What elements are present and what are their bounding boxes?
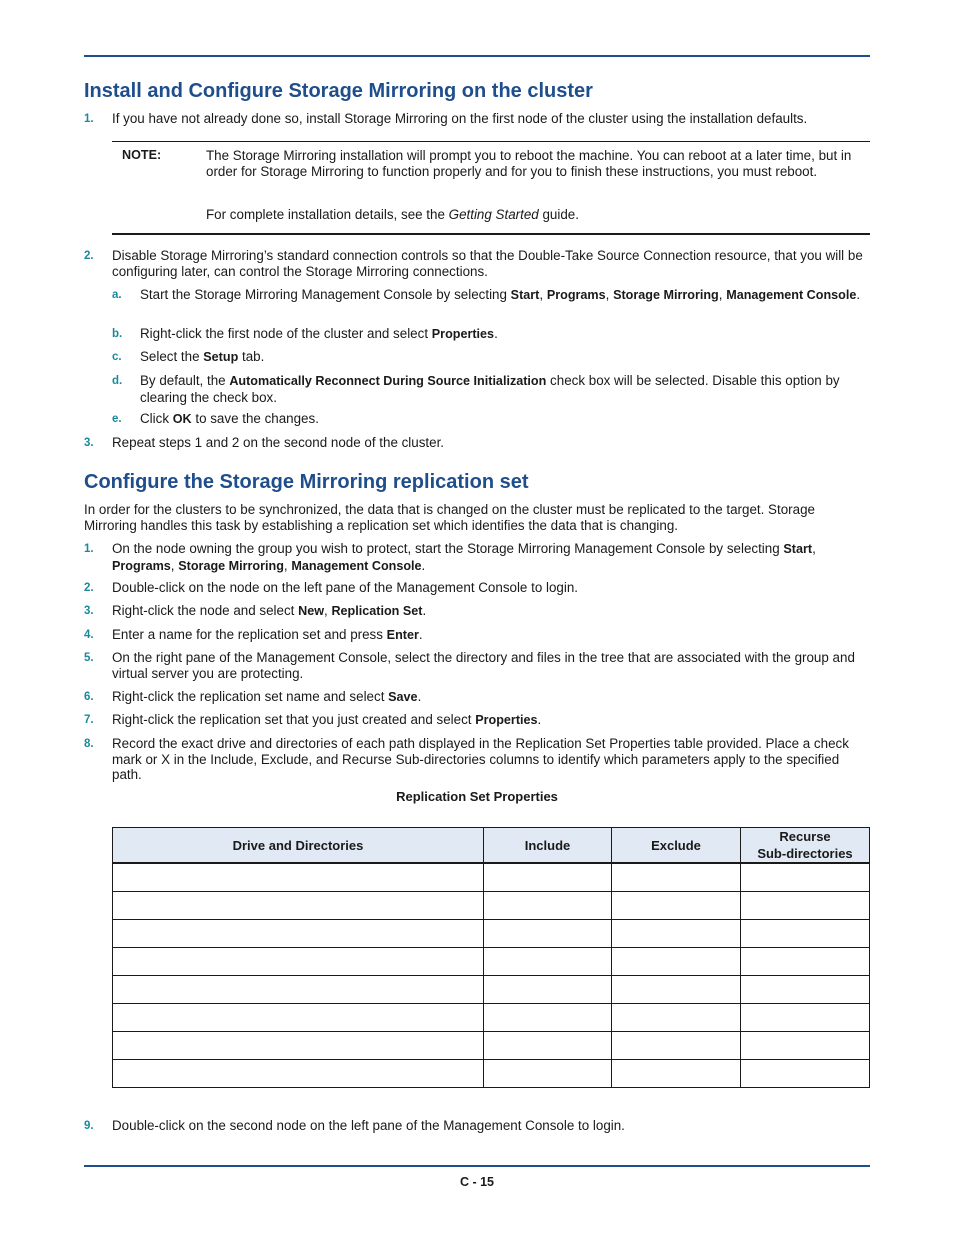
table-cell: [113, 1032, 484, 1060]
step-text: On the node owning the group you wish to protect, start the Storage Mirroring Management Console by selecting Start, Programs, Storage Mirroring, Management Console.: [112, 541, 816, 573]
table-cell: [484, 976, 612, 1004]
step-text: On the right pane of the Management Console, select the directory and files in the tree that are associated with the group and virtual server you are protecting.: [112, 650, 855, 681]
table-cell: [741, 920, 870, 948]
table-cell: [612, 1060, 741, 1088]
step-number: 9.: [84, 1120, 94, 1132]
substep-letter: b.: [112, 328, 123, 340]
table-cell: [612, 1032, 741, 1060]
table-cell: [612, 920, 741, 948]
page-number: C - 15: [459, 1175, 495, 1189]
note-reference: For complete installation details, see the Getting Started guide.: [206, 207, 579, 222]
column-header-recurse: Recurse Sub-directories: [741, 828, 870, 864]
table-cell: [612, 863, 741, 892]
column-header-include: Include: [484, 828, 612, 864]
step-number: 1.: [84, 543, 94, 555]
table-cell: [484, 892, 612, 920]
substep-letter: a.: [112, 289, 122, 301]
table-row: [113, 948, 870, 976]
step-text: If you have not already done so, install Storage Mirroring on the first node of the cluster using the installation defaults.: [112, 111, 808, 126]
step-text: Repeat steps 1 and 2 on the second node of the cluster.: [112, 435, 445, 450]
substep-letter: e.: [112, 413, 122, 425]
guide-title: Getting Started: [448, 207, 539, 222]
note-box: [112, 141, 870, 235]
table-cell: [741, 1032, 870, 1060]
table-cell: [741, 1060, 870, 1088]
table-cell: [113, 863, 484, 892]
step-text: Right-click the replication set that you just created and select Properties.: [112, 712, 542, 727]
step-text: Record the exact drive and directories of each path displayed in the Replication Set Properties table provided. Place a check mark or X in the Include, Exclude, and Recurse Sub-directories columns to identify which parameters apply to the specified path.: [112, 736, 849, 782]
step-text: Right-click the replication set name and select Save.: [112, 689, 422, 704]
table-cell: [484, 1032, 612, 1060]
table-caption: Replication Set Properties: [396, 789, 558, 804]
section-heading-install: Install and Configure Storage Mirroring on the cluster: [84, 80, 593, 102]
column-header-drive-directories: Drive and Directories: [113, 828, 484, 864]
substep-text: Start the Storage Mirroring Management Console by selecting Start, Programs, Storage Mirroring, Management Console.: [140, 287, 861, 302]
step-number: 3.: [84, 605, 94, 617]
table-cell: [741, 1004, 870, 1032]
step-text: Right-click the node and select New, Replication Set.: [112, 603, 427, 618]
table-cell: [113, 920, 484, 948]
step-text: Double-click on the second node on the left pane of the Management Console to login.: [112, 1118, 625, 1133]
table-cell: [113, 976, 484, 1004]
table-cell: [741, 892, 870, 920]
table-row: [113, 1004, 870, 1032]
section-heading-replication: Configure the Storage Mirroring replication set: [84, 471, 529, 493]
step-text: Double-click on the node on the left pane of the Management Console to login.: [112, 580, 579, 595]
table-cell: [612, 976, 741, 1004]
table-cell: [484, 1004, 612, 1032]
table-cell: [741, 863, 870, 892]
step-number: 2.: [84, 250, 94, 262]
table-cell: [484, 1060, 612, 1088]
table-cell: [612, 892, 741, 920]
table-cell: [484, 948, 612, 976]
step-text: Enter a name for the replication set and press Enter.: [112, 627, 423, 642]
header-rule: [84, 55, 870, 57]
step-number: 6.: [84, 691, 94, 703]
footer-rule: [84, 1165, 870, 1167]
table-cell: [113, 1004, 484, 1032]
table-cell: [484, 863, 612, 892]
table-header-row: [113, 828, 870, 864]
substep-letter: d.: [112, 375, 123, 387]
substep-text: By default, the Automatically Reconnect During Source Initialization check box will be selected. Disable this option by clearing the check box.: [140, 373, 840, 405]
table-cell: [612, 1004, 741, 1032]
table-cell: [741, 948, 870, 976]
table-body: [113, 863, 870, 1088]
substep-text: Click OK to save the changes.: [140, 411, 319, 426]
table-cell: [612, 948, 741, 976]
table-cell: [113, 1060, 484, 1088]
substep-letter: c.: [112, 351, 122, 363]
step-number: 2.: [84, 582, 94, 594]
table-row: [113, 920, 870, 948]
table-cell: [741, 976, 870, 1004]
step-number: 8.: [84, 738, 94, 750]
table-row: [113, 1060, 870, 1088]
table-row: [113, 976, 870, 1004]
note-text: The Storage Mirroring installation will prompt you to reboot the machine. You can reboot at a later time, but in order for Storage Mirroring to function properly and for you to finish these instructions, you must reboot.: [206, 148, 852, 179]
step-number: 4.: [84, 629, 94, 641]
replication-set-properties-table: [112, 827, 870, 1088]
step-number: 1.: [84, 113, 94, 125]
step-number: 5.: [84, 652, 94, 664]
step-number: 7.: [84, 714, 94, 726]
substep-text: Select the Setup tab.: [140, 349, 265, 364]
table-cell: [484, 920, 612, 948]
table-cell: [113, 892, 484, 920]
step-text: Disable Storage Mirroring’s standard connection controls so that the Double-Take Source Connection resource, that you will be configuring later, can control the Storage Mirroring connections.: [112, 248, 863, 279]
column-header-exclude: Exclude: [612, 828, 741, 864]
note-label: NOTE:: [122, 148, 162, 162]
substep-text: Right-click the first node of the cluster and select Properties.: [140, 326, 498, 341]
table-row: [113, 1032, 870, 1060]
step-number: 3.: [84, 437, 94, 449]
section-intro: In order for the clusters to be synchronized, the data that is changed on the cluster must be replicated to the target. Storage Mirroring handles this task by establishing a replication set which identifies the data that is changing.: [84, 502, 815, 533]
table-row: [113, 863, 870, 892]
table-row: [113, 892, 870, 920]
table-cell: [113, 948, 484, 976]
